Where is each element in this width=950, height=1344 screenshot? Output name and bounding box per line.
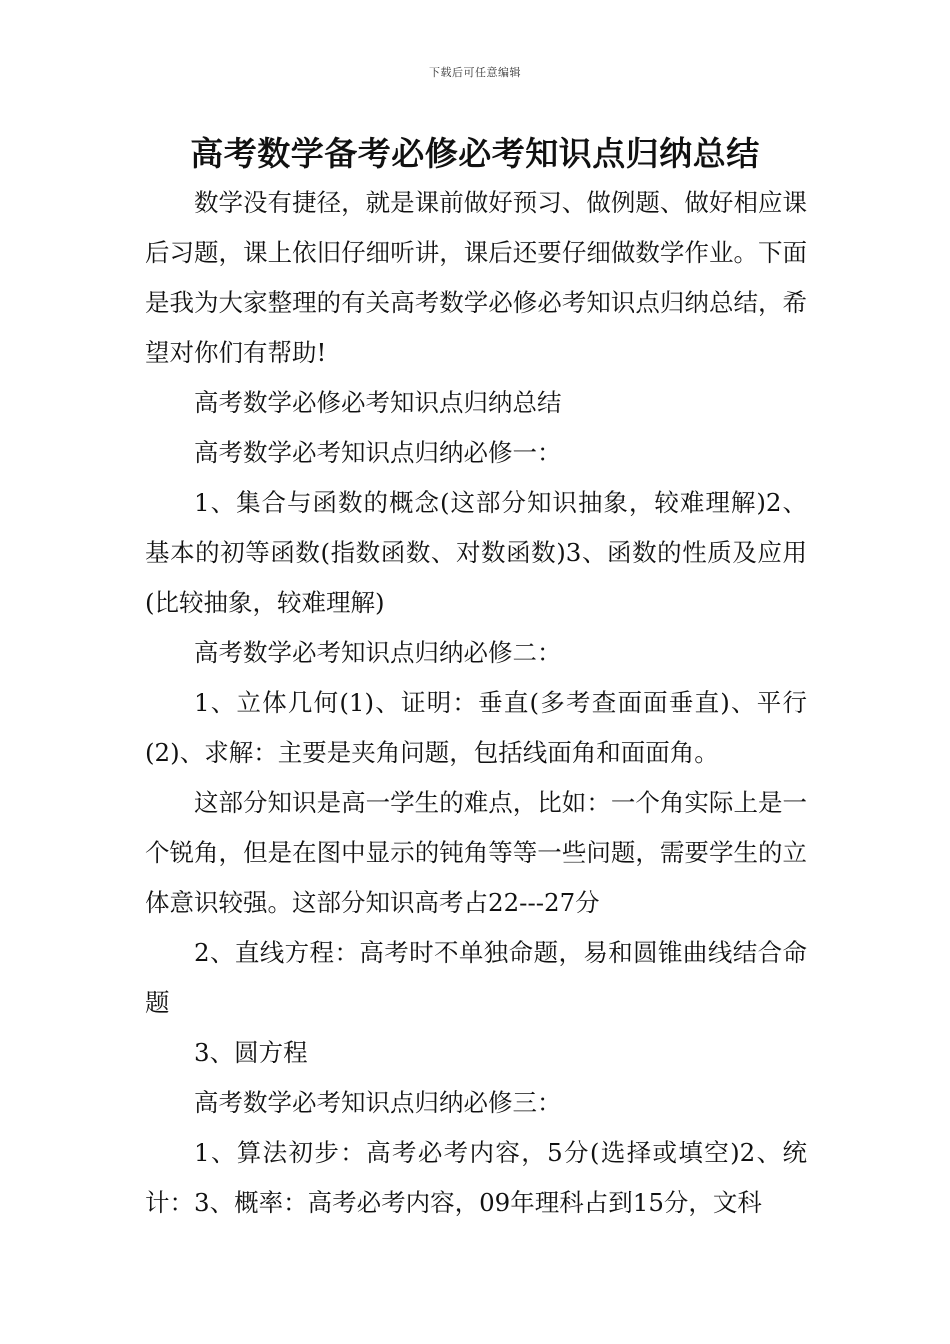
paragraph-circle-equation: 3、圆方程 — [194, 1038, 308, 1067]
section-heading-compulsory-2: 高考数学必考知识点归纳必修二： — [194, 638, 562, 667]
section-heading-compulsory-3: 高考数学必考知识点归纳必修三： — [194, 1088, 562, 1117]
paragraph-compulsory-3-topics: 1、算法初步：高考必考内容，5分(选择或填空)2、统计：3、概率：高考必考内容，09年理科占到15分，文科 — [145, 1138, 807, 1217]
paragraph-intro: 数学没有捷径，就是课前做好预习、做例题、做好相应课后习题，课上依旧仔细听讲，课后还要仔细做数学作业。下面是我为大家整理的有关高考数学必修必考知识点归纳总结，希望对你们有帮助! — [145, 188, 807, 367]
paragraph-line-equation: 2、直线方程：高考时不单独命题，易和圆锥曲线结合命题 — [145, 938, 807, 1017]
paragraph-compulsory-1-topics: 1、集合与函数的概念(这部分知识抽象，较难理解)2、基本的初等函数(指数函数、对数函数)3、函数的性质及应用(比较抽象，较难理解) — [145, 488, 807, 617]
section-heading-compulsory-1: 高考数学必考知识点归纳必修一： — [194, 438, 562, 467]
paragraph-solid-geometry: 1、立体几何(1)、证明：垂直(多考查面面垂直)、平行(2)、求解：主要是夹角问题，包括线面角和面面角。 — [145, 688, 807, 767]
header-note: 下载后可任意编辑 — [429, 66, 521, 79]
document-title: 高考数学备考必修必考知识点归纳总结 — [190, 134, 760, 173]
document-body — [145, 178, 807, 1228]
paragraph-subtitle: 高考数学必修必考知识点归纳总结 — [194, 388, 562, 417]
paragraph-geometry-difficulty: 这部分知识是高一学生的难点，比如：一个角实际上是一个锐角，但是在图中显示的钝角等等一些问题，需要学生的立体意识较强。这部分知识高考占22---27分 — [145, 788, 807, 917]
